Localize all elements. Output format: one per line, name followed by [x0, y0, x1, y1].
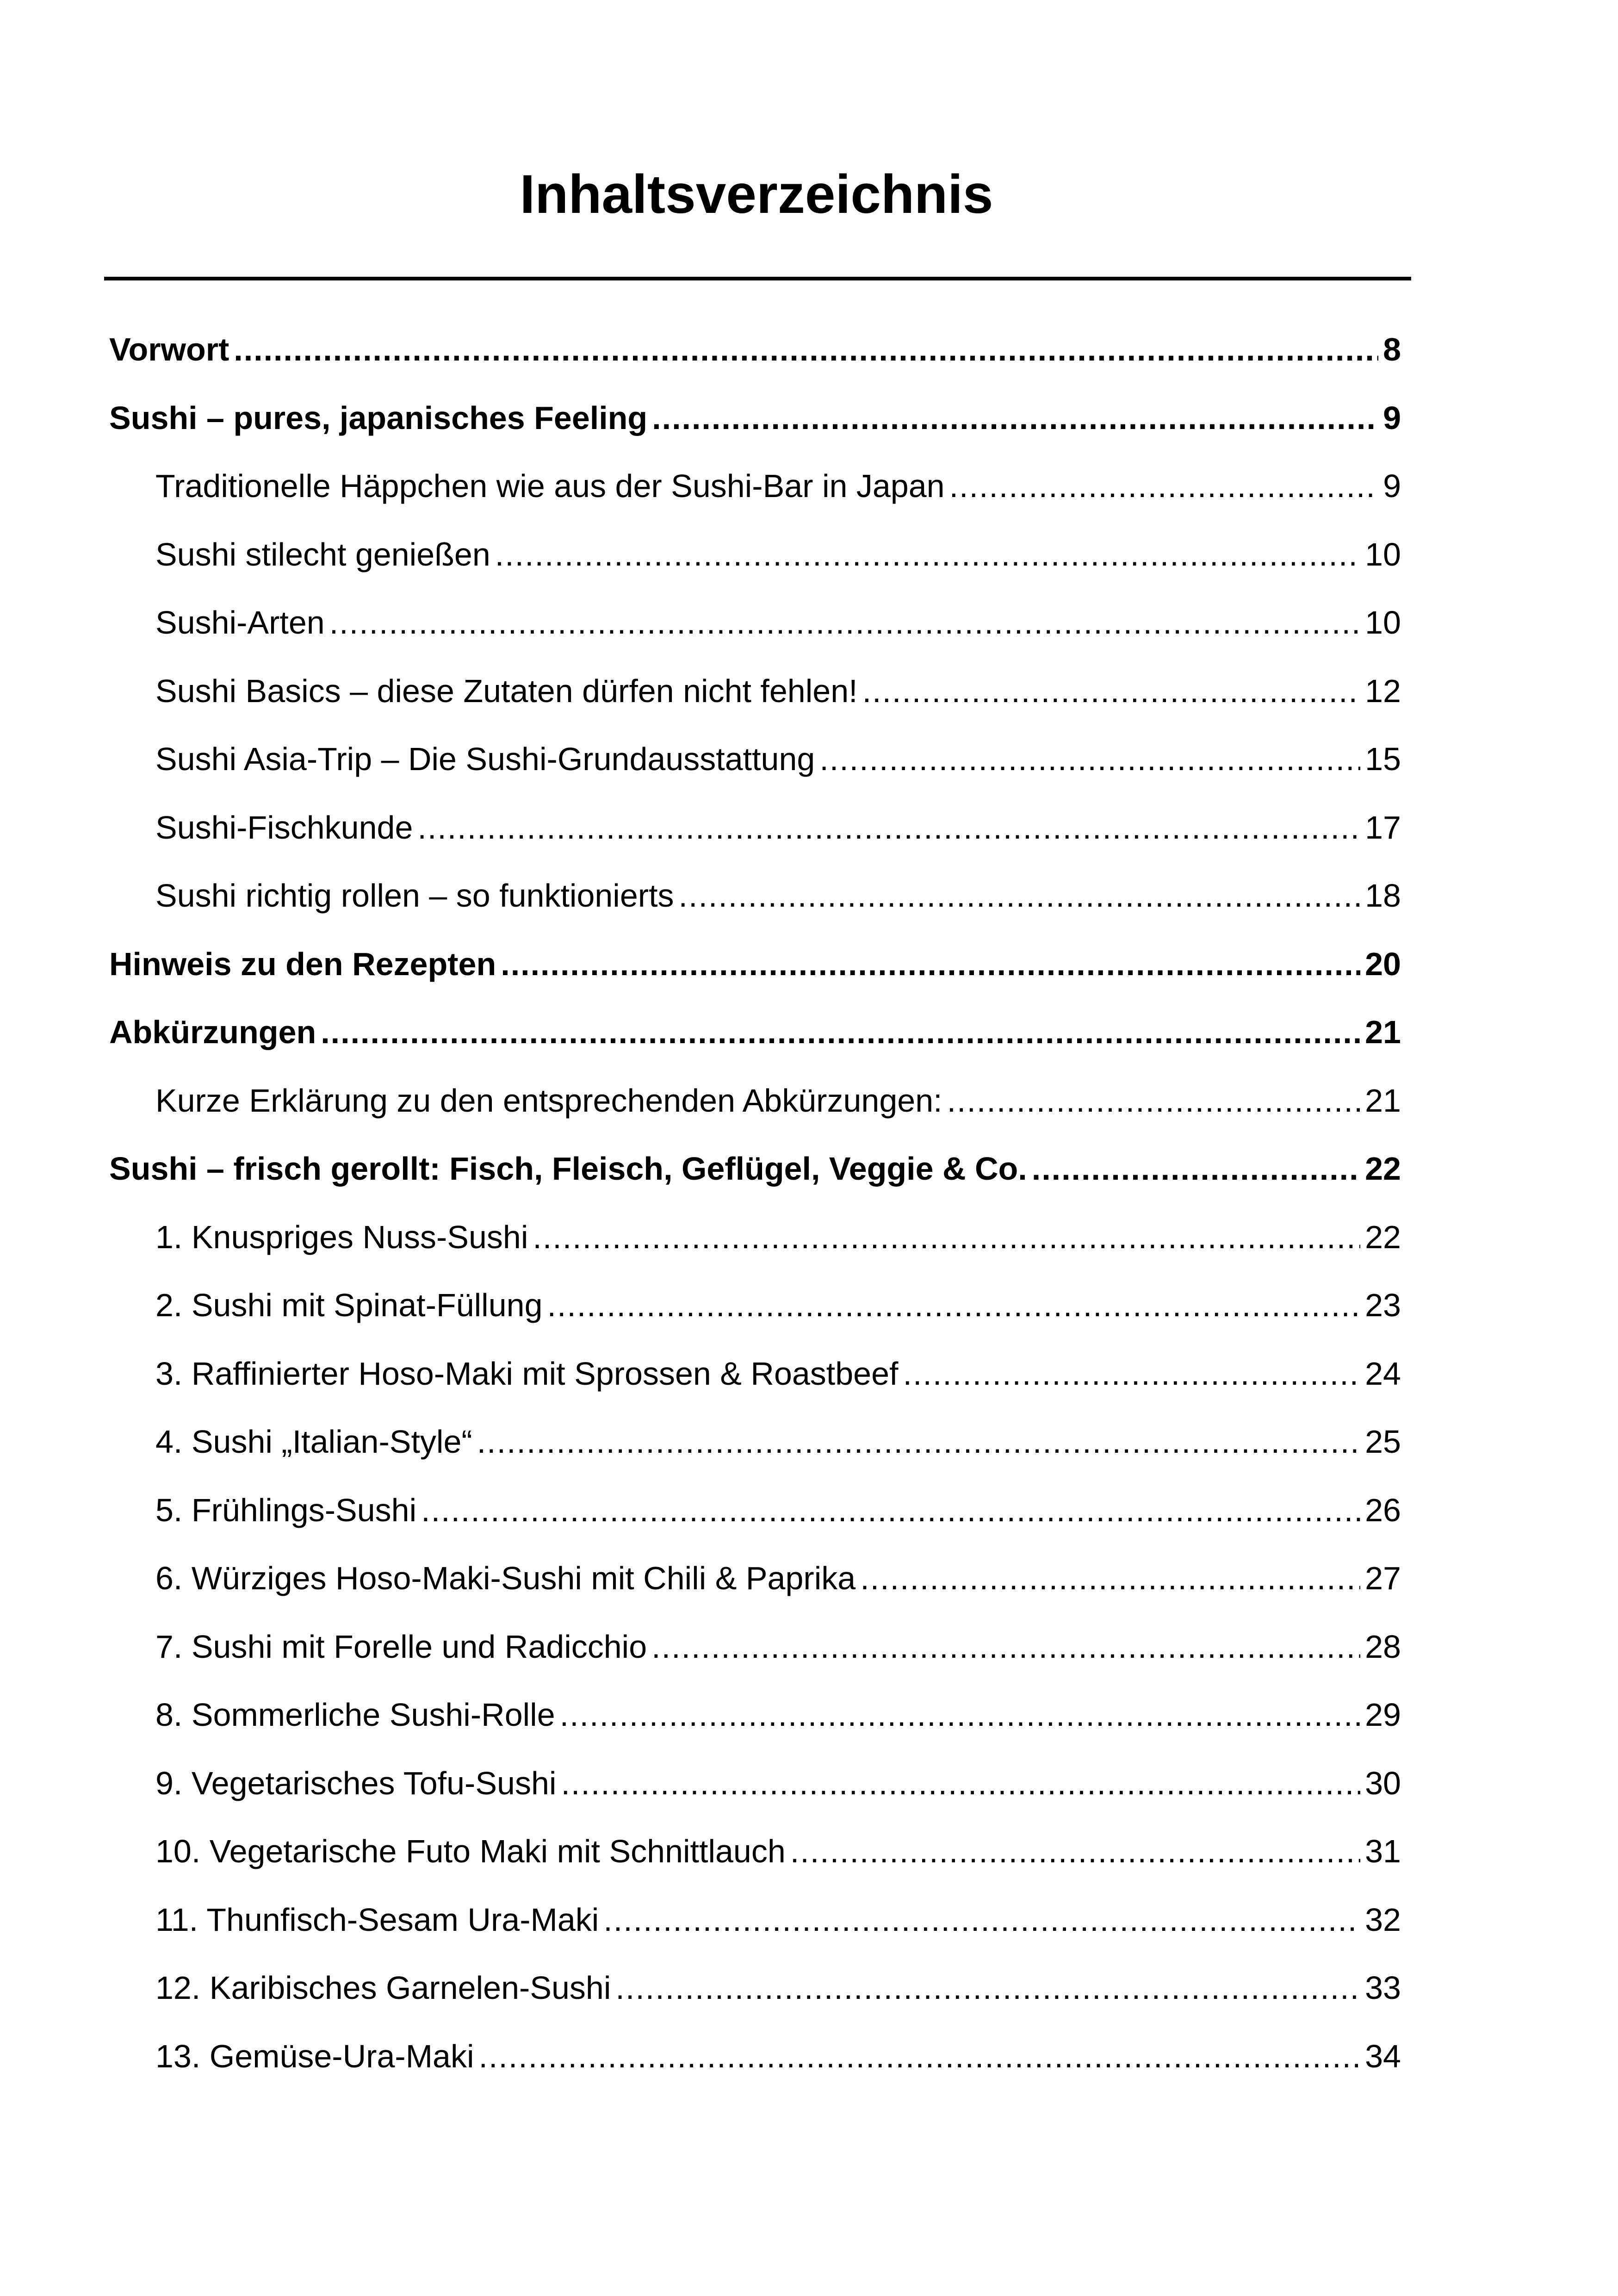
title-divider	[104, 277, 1411, 280]
toc-page-number: 22	[1365, 1219, 1401, 1255]
toc-dot-leader	[329, 595, 1360, 650]
toc-dot-leader	[501, 936, 1360, 992]
toc-entry-title: Sushi-Fischkunde	[155, 809, 413, 846]
toc-section-entry[interactable]	[155, 1892, 1401, 1948]
toc-page-number: 9	[1383, 468, 1401, 504]
toc-page-number: 25	[1365, 1424, 1401, 1460]
toc-dot-leader	[615, 1960, 1360, 2016]
toc-page-number: 12	[1365, 673, 1401, 709]
toc-dot-leader	[651, 1619, 1360, 1674]
toc-section-entry[interactable]	[155, 1209, 1401, 1265]
toc-dot-leader	[652, 390, 1378, 446]
toc-entry-title: Hinweis zu den Rezepten	[109, 946, 496, 982]
toc-section-entry[interactable]	[155, 1960, 1401, 2016]
toc-entry-title: Sushi Asia-Trip – Die Sushi-Grundausstattung	[155, 741, 815, 777]
toc-page-number: 34	[1365, 2038, 1401, 2074]
toc-dot-leader	[947, 1073, 1361, 1128]
toc-entry-title: Abkürzungen	[109, 1014, 316, 1050]
toc-page-number: 31	[1365, 1833, 1401, 1869]
toc-dot-leader	[862, 663, 1361, 719]
toc-section-entry[interactable]	[155, 663, 1401, 719]
toc-page-number: 18	[1365, 877, 1401, 914]
toc-entry-title: Vorwort	[109, 331, 229, 367]
toc-page-number: 10	[1365, 604, 1401, 641]
toc-entry-title: Sushi richtig rollen – so funktionierts	[155, 877, 674, 914]
toc-page-number: 21	[1365, 1083, 1401, 1119]
toc-page-number: 26	[1365, 1492, 1401, 1528]
toc-section-entry[interactable]	[155, 800, 1401, 855]
toc-section-entry[interactable]	[155, 1619, 1401, 1674]
toc-dot-leader	[860, 1550, 1360, 1606]
toc-dot-leader	[561, 1755, 1360, 1811]
toc-page-number: 8	[1383, 331, 1401, 367]
toc-section-entry[interactable]	[155, 1823, 1401, 1879]
toc-section-entry[interactable]	[155, 1687, 1401, 1742]
toc-page-number: 29	[1365, 1697, 1401, 1733]
toc-section-entry[interactable]	[155, 1550, 1401, 1606]
toc-dot-leader	[321, 1004, 1360, 1060]
toc-page-number: 9	[1383, 400, 1401, 436]
toc-entry-title: Sushi – frisch gerollt: Fisch, Fleisch, Geflügel, Veggie & Co.	[109, 1151, 1027, 1187]
toc-entry-title: 4. Sushi „Italian-Style“	[155, 1424, 472, 1460]
toc-dot-leader	[479, 2028, 1361, 2084]
toc-chapter-entry[interactable]	[109, 1141, 1401, 1196]
toc-dot-leader	[533, 1209, 1360, 1265]
toc-dot-leader	[417, 800, 1360, 855]
toc-entry-title: 1. Knuspriges Nuss-Sushi	[155, 1219, 528, 1255]
toc-dot-leader	[560, 1687, 1360, 1742]
toc-section-entry[interactable]	[155, 731, 1401, 787]
toc-dot-leader	[1032, 1141, 1360, 1196]
toc-entry-title: 3. Raffinierter Hoso-Maki mit Sprossen & Roastbeef	[155, 1356, 899, 1392]
toc-chapter-entry[interactable]	[109, 936, 1401, 992]
toc-page-number: 20	[1365, 946, 1401, 982]
toc-page-number: 24	[1365, 1356, 1401, 1392]
toc-page-number: 33	[1365, 1970, 1401, 2006]
toc-entry-title: Sushi – pures, japanisches Feeling	[109, 400, 648, 436]
toc-entry-title: 6. Würziges Hoso-Maki-Sushi mit Chili & Paprika	[155, 1560, 856, 1596]
toc-page-number: 30	[1365, 1765, 1401, 1801]
toc-page-number: 22	[1365, 1151, 1401, 1187]
toc-dot-leader	[790, 1823, 1360, 1879]
toc-page-number: 27	[1365, 1560, 1401, 1596]
toc-section-entry[interactable]	[155, 595, 1401, 650]
toc-dot-leader	[819, 731, 1360, 787]
toc-dot-leader	[603, 1892, 1360, 1948]
toc-section-entry[interactable]	[155, 527, 1401, 582]
toc-page-number: 10	[1365, 536, 1401, 572]
toc-entry-title: 9. Vegetarisches Tofu-Sushi	[155, 1765, 557, 1801]
toc-section-entry[interactable]	[155, 2028, 1401, 2084]
toc-page-number: 21	[1365, 1014, 1401, 1050]
toc-chapter-entry[interactable]	[109, 390, 1401, 446]
toc-section-entry[interactable]	[155, 458, 1401, 514]
toc-section-entry[interactable]	[155, 1755, 1401, 1811]
toc-entry-title: 12. Karibisches Garnelen-Sushi	[155, 1970, 611, 2006]
toc-chapter-entry[interactable]	[109, 322, 1401, 377]
toc-section-entry[interactable]	[155, 1073, 1401, 1128]
toc-dot-leader	[679, 868, 1361, 923]
toc-page-number: 17	[1365, 809, 1401, 846]
toc-entry-title: 11. Thunfisch-Sesam Ura-Maki	[155, 1902, 599, 1938]
toc-section-entry[interactable]	[155, 1482, 1401, 1538]
toc-dot-leader	[495, 527, 1360, 582]
toc-section-entry[interactable]	[155, 1414, 1401, 1469]
toc-entry-title: 10. Vegetarische Futo Maki mit Schnittlauch	[155, 1833, 786, 1869]
page-title: Inhaltsverzeichnis	[520, 164, 993, 225]
toc-page-number: 23	[1365, 1287, 1401, 1323]
toc-entry-title: Sushi-Arten	[155, 604, 325, 641]
toc-chapter-entry[interactable]	[109, 1004, 1401, 1060]
toc-dot-leader	[903, 1346, 1361, 1401]
toc-entry-title: 7. Sushi mit Forelle und Radicchio	[155, 1629, 647, 1665]
toc-section-entry[interactable]	[155, 868, 1401, 923]
toc-dot-leader	[421, 1482, 1360, 1538]
toc-entry-title: 2. Sushi mit Spinat-Füllung	[155, 1287, 543, 1323]
toc-entry-title: Sushi stilecht genießen	[155, 536, 490, 572]
toc-dot-leader	[477, 1414, 1360, 1469]
toc-section-entry[interactable]	[155, 1346, 1401, 1401]
toc-dot-leader	[547, 1277, 1361, 1333]
toc-page-number: 15	[1365, 741, 1401, 777]
toc-page-number: 28	[1365, 1629, 1401, 1665]
toc-dot-leader	[234, 322, 1378, 377]
toc-entry-title: 13. Gemüse-Ura-Maki	[155, 2038, 474, 2074]
toc-section-entry[interactable]	[155, 1277, 1401, 1333]
toc-dot-leader	[949, 458, 1378, 514]
toc-entry-title: Sushi Basics – diese Zutaten dürfen nicht fehlen!	[155, 673, 858, 709]
toc-entry-title: 8. Sommerliche Sushi-Rolle	[155, 1697, 555, 1733]
toc-entry-title: Traditionelle Häppchen wie aus der Sushi-Bar in Japan	[155, 468, 945, 504]
toc-entry-title: Kurze Erklärung zu den entsprechenden Abkürzungen:	[155, 1083, 942, 1119]
toc-page-number: 32	[1365, 1902, 1401, 1938]
toc-entry-title: 5. Frühlings-Sushi	[155, 1492, 417, 1528]
